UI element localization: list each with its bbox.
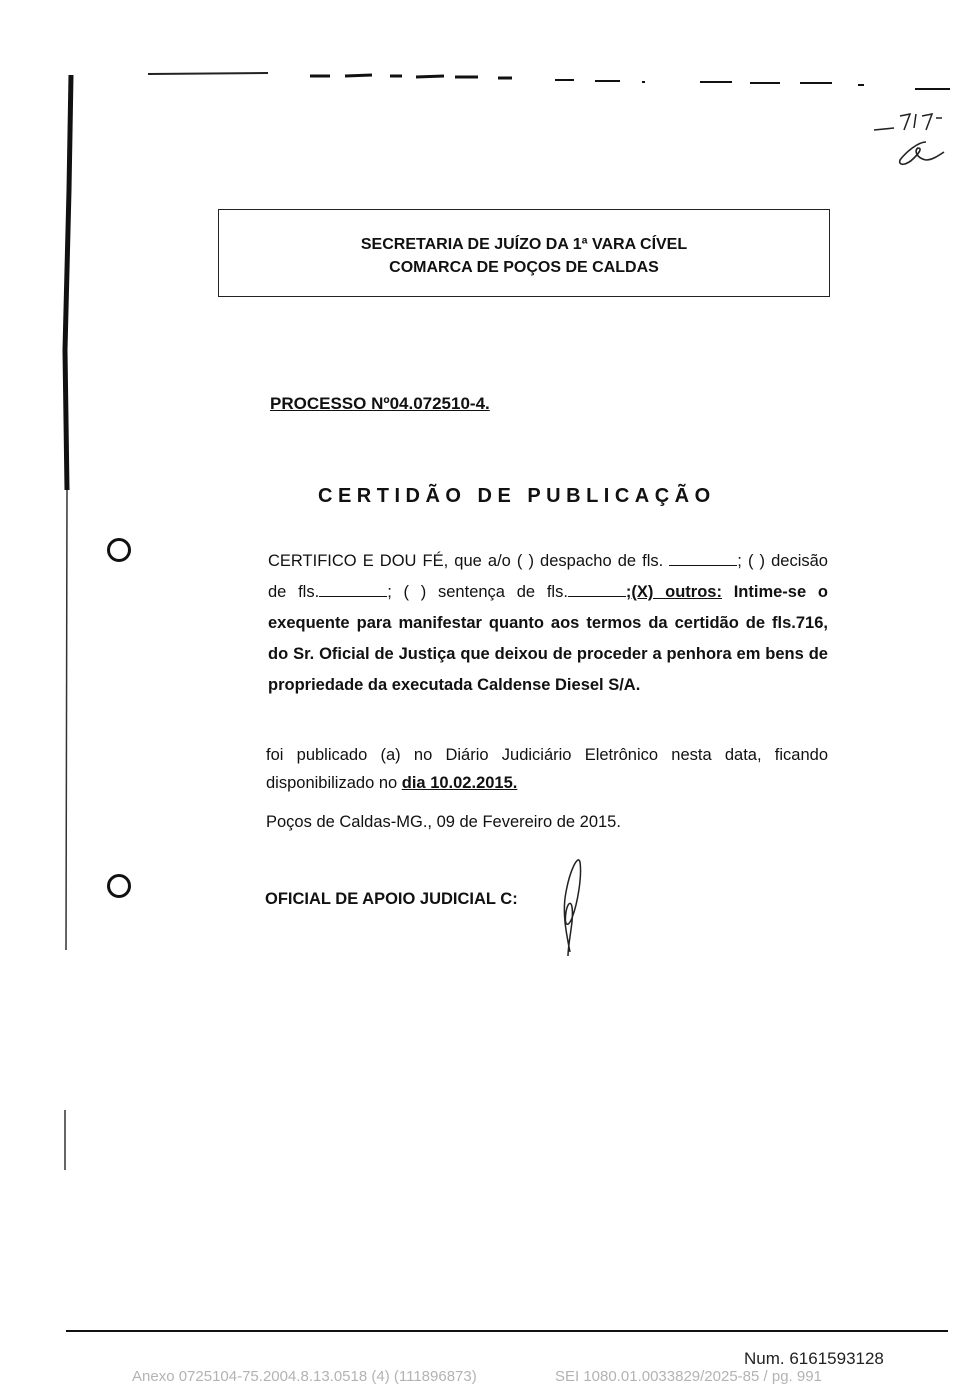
blank-field [319, 582, 387, 597]
despacho-content: Intime-se o exequente para manifestar quanto aos termos da certidão de fls.716, do Sr. Oficial de Justiça que deixou de proceder a penhora em bens de propriedade da executada Caldense Diesel S/A. [268, 583, 828, 694]
binder-hole-icon [107, 874, 131, 898]
publication-text: foi publicado (a) no Diário Judiciário Eletrônico nesta data, ficando disponibilizado no [266, 746, 828, 792]
official-label: OFICIAL DE APOIO JUDICIAL C: [265, 890, 518, 908]
footer-document-number: Num. 6161593128 [744, 1349, 884, 1368]
processo-number: PROCESSO Nº04.072510-4. [270, 394, 490, 413]
scan-left-edge [55, 70, 75, 1180]
court-header-line2: COMARCA DE POÇOS DE CALDAS [389, 259, 659, 276]
publication-statement [266, 741, 828, 797]
footer-divider [66, 1330, 948, 1332]
footer-annex: Anexo 0725104-75.2004.8.13.0518 (4) (111896873) [132, 1368, 477, 1385]
publication-date: dia 10.02.2015. [401, 774, 518, 792]
certificate-body [268, 546, 828, 701]
binder-hole-icon [107, 538, 131, 562]
city-date: Poços de Caldas-MG., 09 de Fevereiro de 2015. [266, 813, 621, 831]
body-text-part3: ; ( ) sentença de fls. [387, 583, 568, 601]
court-header-line1: SECRETARIA DE JUÍZO DA 1ª VARA CÍVEL [360, 236, 688, 253]
certidao-title: CERTIDÃO DE PUBLICAÇÃO [318, 485, 716, 507]
body-text-part1: CERTIFICO E DOU FÉ, que a/o ( ) despacho de fls. [268, 552, 670, 570]
body-text-part2: ; ( ) decisão de fls. [268, 552, 828, 601]
blank-field [669, 551, 737, 566]
court-header-box [218, 209, 830, 297]
scan-top-line [60, 60, 960, 100]
footer-sei-reference: SEI 1080.01.0033829/2025-85 / pg. 991 [555, 1368, 822, 1385]
outros-option: ;(X) outros: [625, 583, 722, 601]
signature [552, 852, 592, 962]
handwritten-page-number [870, 108, 950, 178]
blank-field [568, 582, 626, 597]
